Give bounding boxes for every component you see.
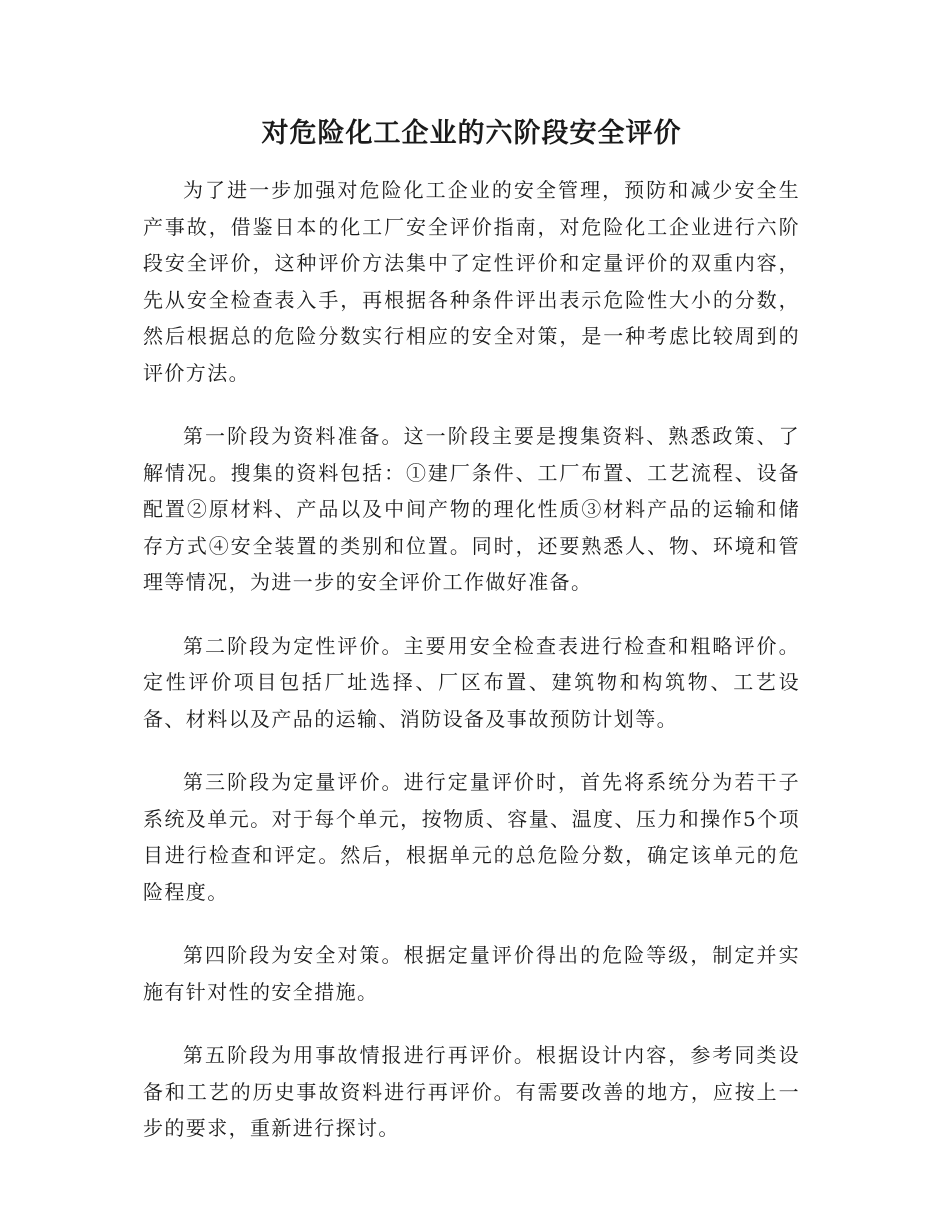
paragraph-stage-5: 第五阶段为用事故情报进行再评价。根据设计内容，参考同类设备和工艺的历史事故资料进行再评价。有需要改善的地方，应按上一步的要求，重新进行探讨。 bbox=[143, 1043, 800, 1140]
paragraph-intro: 为了进一步加强对危险化工企业的安全管理，预防和减少安全生产事故，借鉴日本的化工厂安全评价指南，对危险化工企业进行六阶段安全评价，这种评价方法集中了定性评价和定量评价的双重内容，先从安全检查表入手，再根据各种条件评出表示危险性大小的分数，然后根据总的危险分数实行相应的安全对策，是一种考虑比较周到的评价方法。 bbox=[143, 178, 800, 385]
document-title: 对危险化工企业的六阶段安全评价 bbox=[261, 118, 682, 149]
paragraph-stage-4: 第四阶段为安全对策。根据定量评价得出的危险等级，制定并实施有针对性的安全措施。 bbox=[143, 943, 800, 1004]
paragraph-stage-1: 第一阶段为资料准备。这一阶段主要是搜集资料、熟悉政策、了解情况。搜集的资料包括：①建厂条件、工厂布置、工艺流程、设备配置②原材料、产品以及中间产物的理化性质③材料产品的运输和储存方式④安全装置的类别和位置。同时，还要熟悉人、物、环境和管理等情况，为进一步的安全评价工作做好准备。 bbox=[143, 424, 800, 594]
paragraph-stage-2: 第二阶段为定性评价。主要用安全检查表进行检查和粗略评价。定性评价项目包括厂址选择、厂区布置、建筑物和构筑物、工艺设备、材料以及产品的运输、消防设备及事故预防计划等。 bbox=[143, 633, 800, 731]
paragraph-stage-3: 第三阶段为定量评价。进行定量评价时，首先将系统分为若干子系统及单元。对于每个单元，按物质、容量、温度、压力和操作5个项目进行检查和评定。然后，根据单元的总危险分数，确定该单元的危险程度。 bbox=[143, 770, 800, 904]
